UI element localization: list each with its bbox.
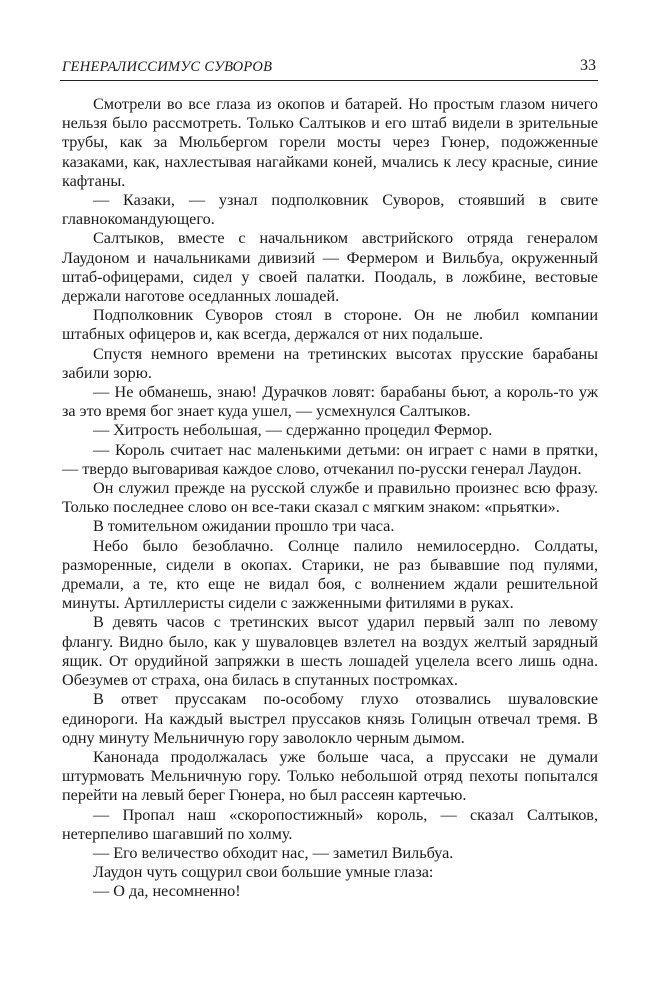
page-number: 33 [580,57,596,74]
paragraph: Салтыков, вместе с начальником австрийского отряда генералом Лаудоном и начальниками дивизий — Фермером и Вильбуа, окруженный штаб-офицерами, сидел у своей палатки. Поодаль, в ложбине, вестовые держали наготове оседланных лошадей. [62,229,598,306]
paragraph: В томительном ожидании прошло три часа. [93,517,395,536]
paragraph: — Хитрость небольшая, — сдержанно процедил Фермор. [93,421,493,440]
paragraph: — Не обманешь, знаю! Дурачков ловят: барабаны бьют, а король-то уж за это время бог знает куда ушел, — усмехнулся Салтыков. [62,383,598,421]
paragraph: — Король считает нас маленькими детьми: он играет с нами в прятки, — твердо выговаривая каждое слово, отчеканил по-русски генерал Лаудон. [62,440,598,478]
paragraph: В девять часов с третинских высот ударил первый залп по левому флангу. Видно было, как у шуваловцев взлетел на воздух желтый зарядный ящик. От орудийной запряжки в шесть лошадей уцелела всего лишь одна. Обезумев от страха, она билась в спутанных постромках. [62,613,598,690]
paragraph: Небо было безоблачно. Солнце палило немилосердно. Солдаты, разморенные, сидели в окопах. Старики, не раз бывавшие под пулями, дремали, а те, кто еще не видал боя, с волнением ждали решительной минуты. Артиллеристы сидели с зажженными фитилями в руках. [62,536,598,613]
paragraph: — Пропал наш «скоропостижный» король, — сказал Салтыков, нетерпеливо шагавший по холму. [62,805,598,843]
paragraph: Подполковник Суворов стоял в стороне. Он не любил компании штабных офицеров и, как всегда, держался от них подальше. [62,306,598,344]
paragraph: — Его величество обходит нас, — заметил Вильбуа. [93,843,454,862]
paragraph: Канонада продолжалась уже больше часа, а пруссаки не думали штурмовать Мельничную гору. Только небольшой отряд пехоты попытался перейти на левый берег Гюнера, но был рассеян картечью. [62,747,598,805]
paragraph: В ответ пруссакам по-особому глухо отозвались шуваловские единороги. На каждый выстрел пруссаков князь Голицын отвечал тремя. В одну минуту Мельничную гору заволокло черным дымом. [62,690,598,747]
paragraph: Лаудон чуть сощурил свои большие умные глаза: [93,863,434,882]
text-body [62,95,598,902]
page-header [60,54,598,81]
paragraph: — О да, несомненно! [93,882,241,901]
paragraph: Смотрели во все глаза из окопов и батарей. Но простым глазом ничего нельзя было рассмотреть. Только Салтыков и его штаб видели в зрительные трубы, как за Мюльбергом горели мосты через Гюнер, подожженные казаками, как, нахлестывая нагайками коней, мчались к лесу красные, синие кафтаны. [62,95,598,190]
paragraph: Спустя немного времени на третинских высотах прусские барабаны забили зорю. [62,344,598,382]
paragraph: Он служил прежде на русской службе и правильно произнес всю фразу. Только последнее слово он все-таки сказал с мягким знаком: «прьятки». [62,479,598,517]
running-title: ГЕНЕРАЛИССИМУС СУВОРОВ [62,59,273,75]
paragraph: — Казаки, — узнал подполковник Суворов, стоявший в свите главнокомандующего. [62,191,598,229]
